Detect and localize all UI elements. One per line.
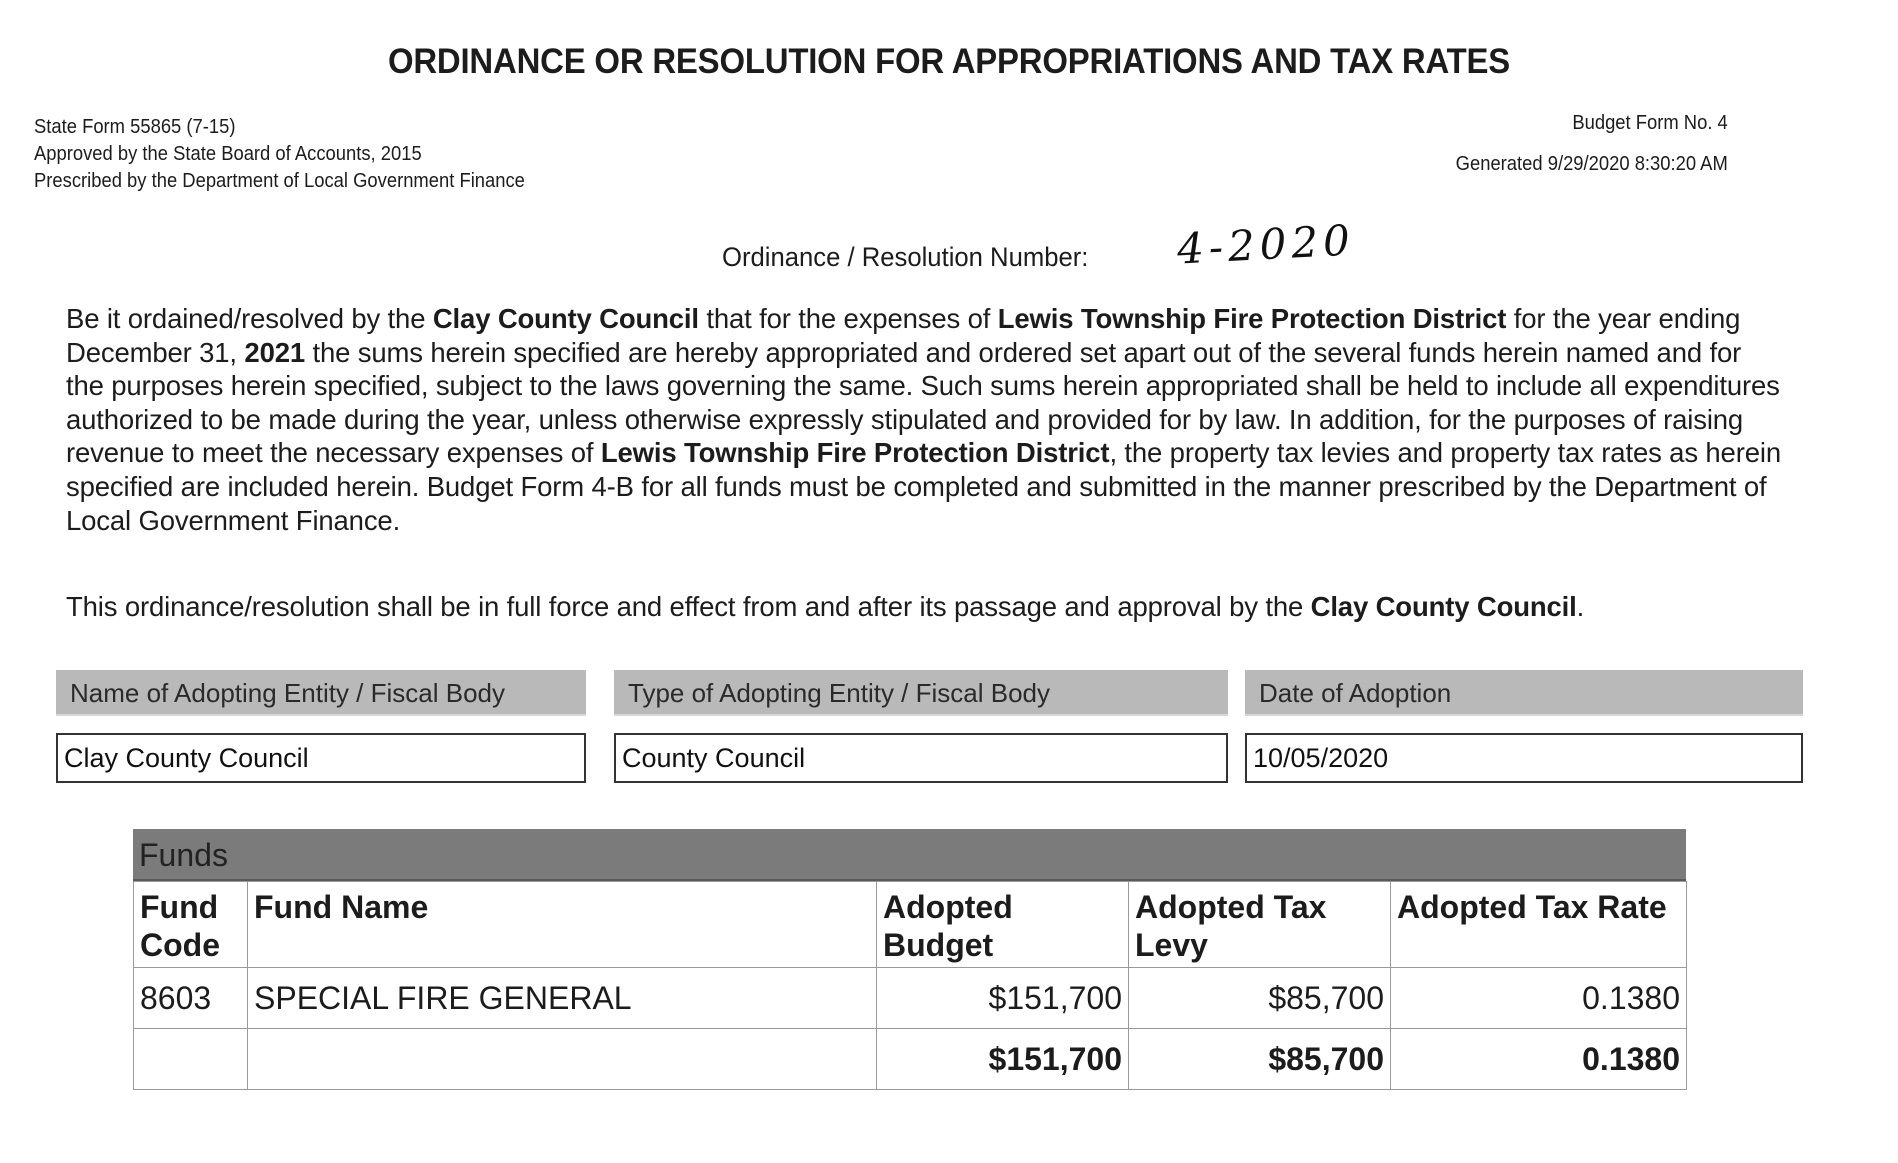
body-text: for the year ending December 31,: [66, 303, 1741, 368]
fiscal-body-name: Clay County Council: [1310, 591, 1577, 622]
body-text: Be it ordained/resolved by the: [66, 303, 433, 334]
funds-section: [133, 829, 1686, 1090]
generated-timestamp: Generated 9/29/2020 8:30:20 AM: [1455, 153, 1728, 175]
effective-text: This ordinance/resolution shall be in full force and effect from and after its passage and approval by the: [66, 591, 1311, 622]
document-title: ORDINANCE OR RESOLUTION FOR APPROPRIATIONS AND TAX RATES: [387, 42, 1511, 81]
fund-name-cell: SPECIAL FIRE GENERAL: [248, 968, 877, 1029]
column-header-fund-name: Fund Name: [248, 882, 877, 968]
column-header-adopted-tax-levy: Adopted Tax Levy: [1129, 882, 1391, 968]
totals-row: [134, 1029, 1687, 1090]
effective-statement: [66, 591, 1584, 623]
adopting-entity-type-field[interactable]: County Council: [614, 733, 1228, 783]
ordinance-paragraph: [66, 302, 1786, 537]
column-header-adopted-tax-rate: Adopted Tax Rate: [1391, 882, 1687, 968]
body-text: the sums herein specified are hereby appropriated and ordered set apart out of the several funds herein named and for the purposes herein specified, subject to the laws governing the same. Such sums herein appropriated shall be held to include all expenditures authorized to be made during the year, unless otherwise expressly stipulated and provided for by law. In addition, for the purposes of raising revenue to meet the necessary expenses of: [66, 336, 1780, 469]
budget-form-info: [1456, 110, 1728, 178]
adopting-entity-name-label: Name of Adopting Entity / Fiscal Body: [56, 670, 586, 716]
ordinance-number-row: [722, 215, 1356, 274]
budget-form-number: Budget Form No. 4: [1572, 112, 1728, 134]
district-name: Lewis Township Fire Protection District: [600, 437, 1110, 469]
total-budget-cell: $151,700: [877, 1029, 1129, 1090]
body-text: , the property tax levies and property tax rates as herein specified are included herein. Budget Form 4-B for all funds must be completed and submitted in the manner prescribed by the Department of Local Government Finance.: [66, 437, 1781, 536]
total-rate-cell: 0.1380: [1391, 1029, 1687, 1090]
prescribed-statement: Prescribed by the Department of Local Government Finance: [34, 170, 525, 192]
funds-table: [133, 881, 1687, 1090]
adopted-rate-cell: 0.1380: [1391, 968, 1687, 1029]
effective-end: .: [1576, 591, 1585, 622]
funds-section-header: Funds: [133, 829, 1686, 881]
ordinance-number-handwritten: 4-2020: [1175, 215, 1356, 274]
funds-table-header-row: [134, 882, 1687, 968]
totals-name-cell: [248, 1029, 877, 1090]
ordinance-number-label: Ordinance / Resolution Number:: [722, 242, 1089, 272]
budget-year: 2021: [244, 336, 305, 368]
table-row: [134, 968, 1687, 1029]
body-text: that for the expenses of: [698, 303, 998, 334]
adoption-date-label: Date of Adoption: [1245, 670, 1803, 716]
fiscal-body-name: Clay County Council: [432, 303, 699, 334]
fund-code-cell: 8603: [134, 968, 248, 1029]
form-metadata: [34, 114, 525, 195]
ordinance-body: [66, 302, 1786, 537]
state-form-number: State Form 55865 (7-15): [34, 116, 236, 138]
total-levy-cell: $85,700: [1129, 1029, 1391, 1090]
adopted-levy-cell: $85,700: [1129, 968, 1391, 1029]
totals-code-cell: [134, 1029, 248, 1090]
column-header-fund-code: Fund Code: [134, 882, 248, 968]
column-header-adopted-budget: Adopted Budget: [877, 882, 1129, 968]
district-name: Lewis Township Fire Protection District: [997, 303, 1507, 334]
approval-statement: Approved by the State Board of Accounts, 2015: [34, 143, 422, 165]
adopted-budget-cell: $151,700: [877, 968, 1129, 1029]
adopting-entity-name-field[interactable]: Clay County Council: [56, 733, 586, 783]
adoption-date-field[interactable]: 10/05/2020: [1245, 733, 1803, 783]
adopting-entity-type-label: Type of Adopting Entity / Fiscal Body: [614, 670, 1228, 716]
